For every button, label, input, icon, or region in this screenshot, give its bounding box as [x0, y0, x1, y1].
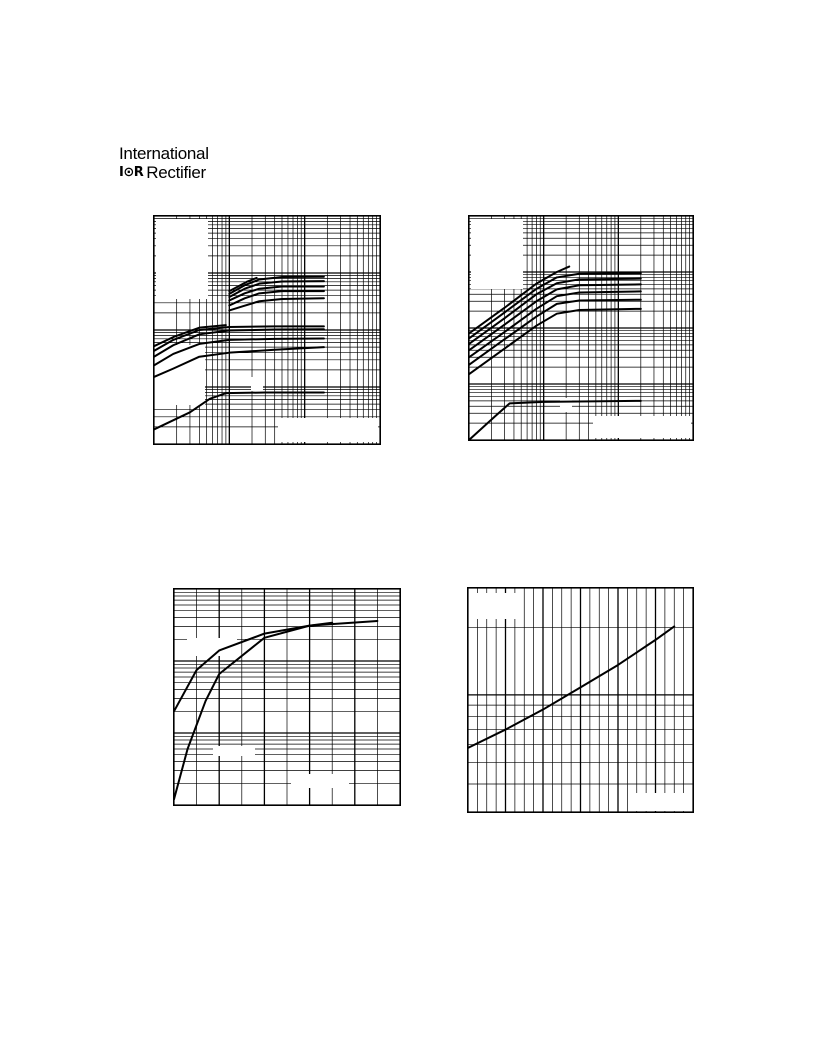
fig2-chart: [468, 215, 694, 441]
company-name-line1: International: [119, 144, 209, 163]
blank-label-area: [156, 219, 208, 299]
blank-label-area: [251, 377, 263, 391]
blank-label-area: [213, 746, 255, 756]
ior-logo-mark: I⊙R: [119, 165, 144, 180]
fig1-chart: [153, 215, 381, 445]
blank-label-area: [471, 593, 523, 619]
fig3-chart: [173, 588, 401, 806]
blank-label-area: [291, 774, 349, 788]
blank-label-area: [560, 398, 572, 412]
company-name-line2-row: [119, 163, 209, 182]
blank-label-area: [471, 219, 523, 289]
blank-label-area: [593, 416, 691, 438]
company-name-line2: Rectifier: [146, 163, 206, 182]
fig4-chart: [467, 587, 694, 813]
blank-label-area: [278, 418, 378, 442]
blank-label-area: [632, 793, 690, 811]
company-logo: [119, 144, 209, 182]
